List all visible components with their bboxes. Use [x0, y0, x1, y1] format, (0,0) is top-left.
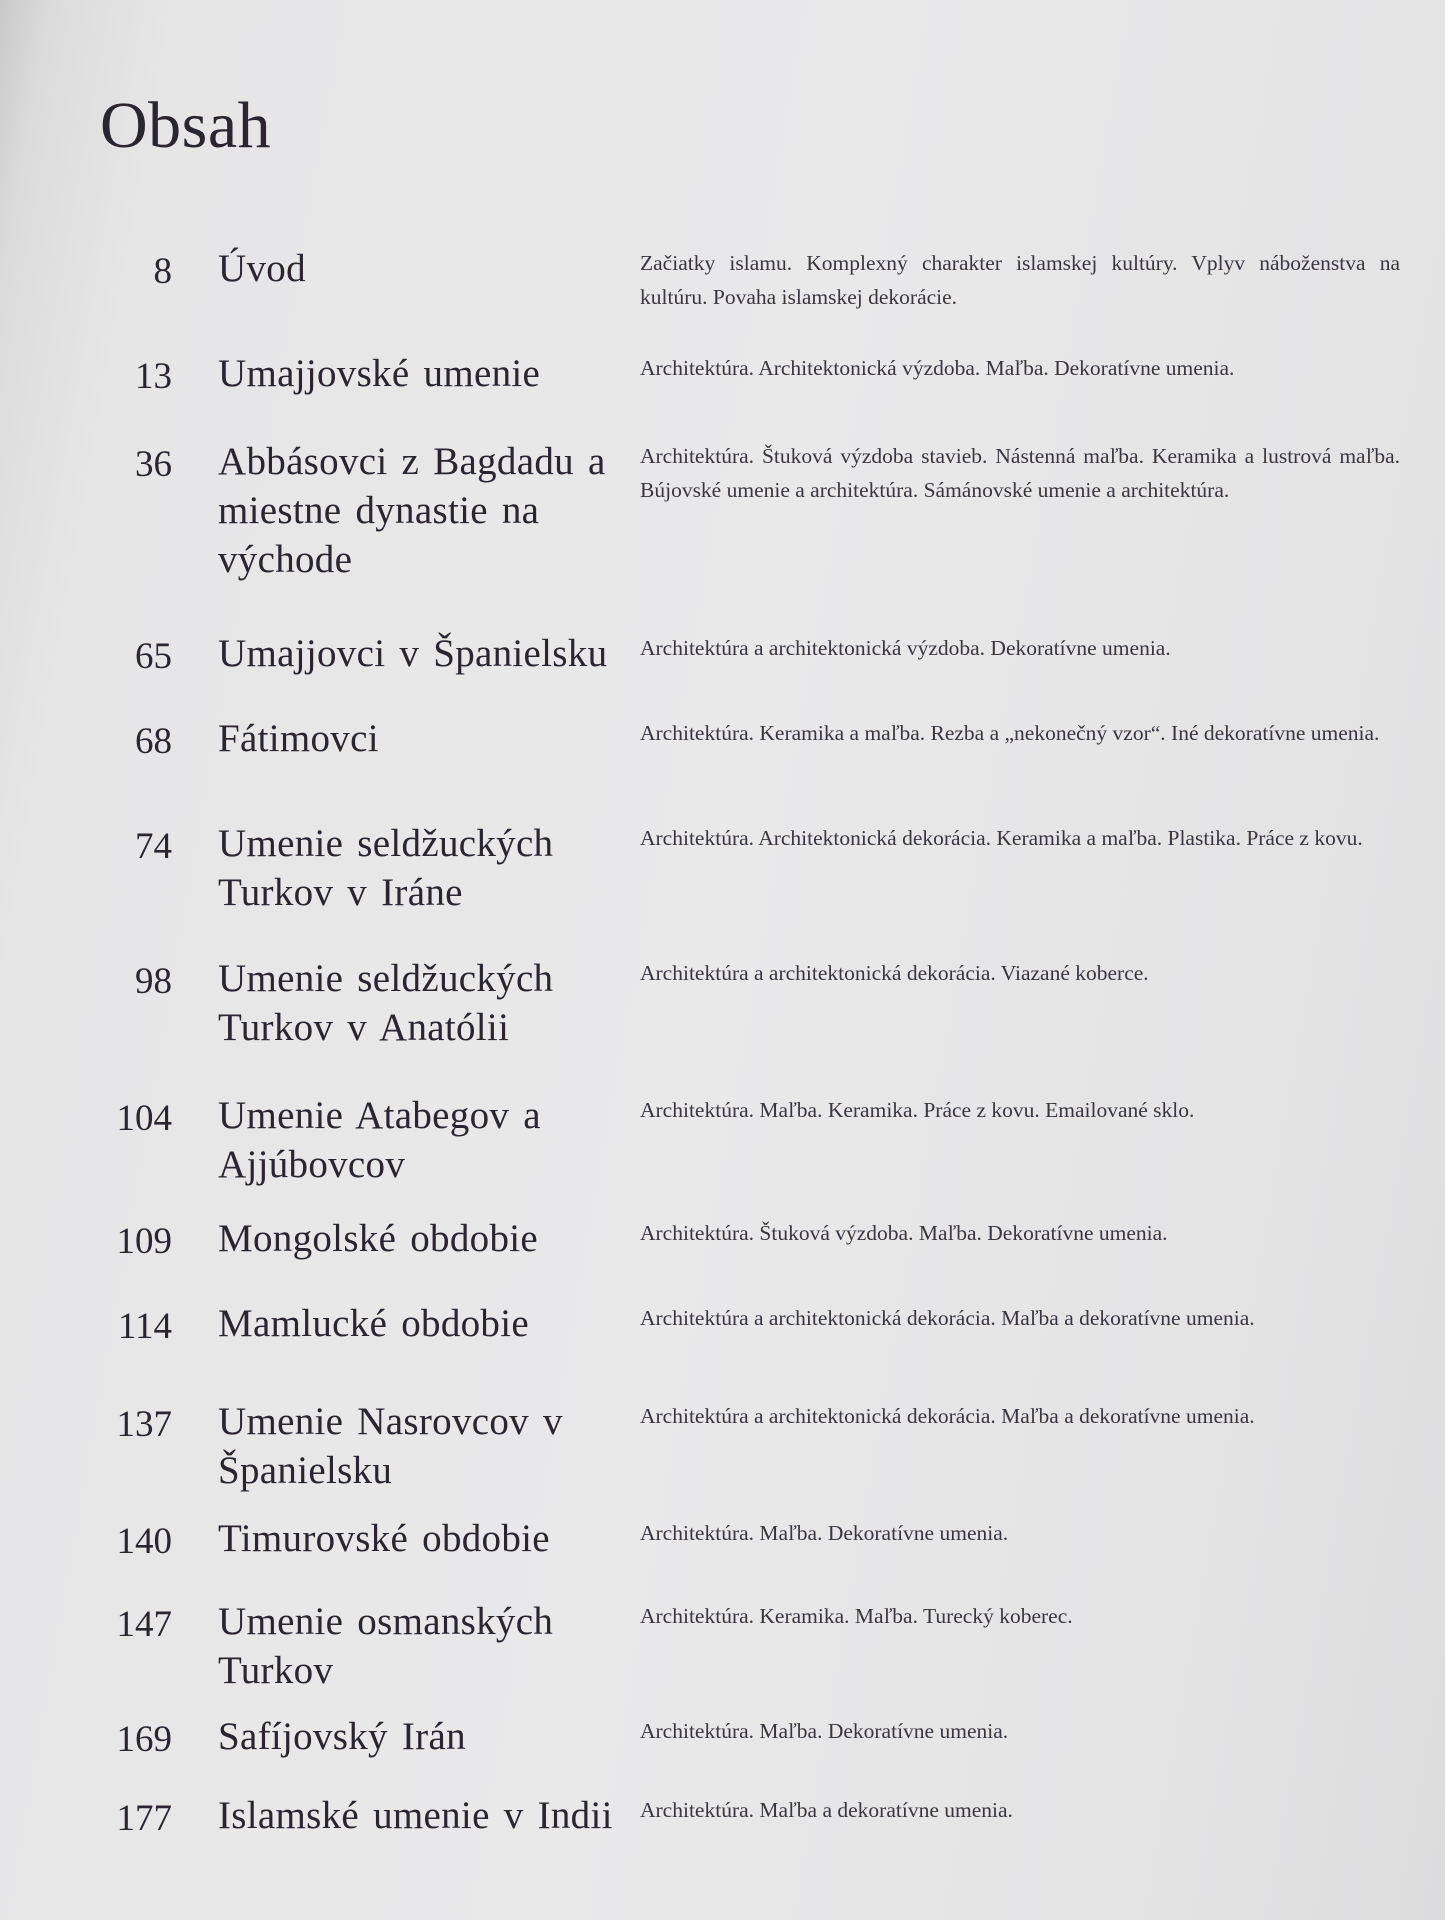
toc-chapter-title: Safíjovský Irán: [218, 1715, 466, 1758]
toc-chapter-title: Islamské umenie v Indii: [218, 1794, 613, 1837]
toc-chapter-title: Abbásovci z Bagdadu a miestne dynastie na východe: [218, 440, 606, 581]
toc-page-number: 65: [135, 636, 172, 677]
toc-chapter-title: Timurovské obdobie: [218, 1517, 550, 1560]
toc-page-number: 140: [116, 1521, 172, 1562]
toc-chapter-title: Umenie Nasrovcov v Španielsku: [218, 1400, 563, 1492]
toc-page-number: 104: [116, 1098, 172, 1139]
toc-chapter-summary: Architektúra a architektonická dekorácia. Viazané koberce.: [640, 961, 1149, 985]
toc-page-number: 109: [116, 1221, 172, 1262]
toc-chapter-summary: Architektúra. Keramika a maľba. Rezba a „nekonečný vzor“. Iné dekoratívne umenia.: [640, 721, 1380, 745]
toc-chapter-summary: Architektúra a architektonická výzdoba. Dekoratívne umenia.: [640, 636, 1171, 660]
toc-chapter-summary: Architektúra. Maľba. Dekoratívne umenia.: [640, 1521, 1009, 1545]
toc-chapter-title: Umenie osmanských Turkov: [218, 1600, 554, 1692]
toc-chapter-title: Umajjovské umenie: [218, 352, 541, 395]
toc-chapter-title: Úvod: [218, 247, 306, 290]
toc-page-number: 8: [153, 251, 172, 292]
toc-chapter-summary: Architektúra. Štuková výzdoba stavieb. Nástenná maľba. Keramika a lustrová maľba. Bújovské umenie a architektúra. Sámánovské umenie a architektúra.: [640, 444, 1400, 502]
toc-page-number: 147: [116, 1604, 172, 1645]
toc-chapter-summary: Architektúra. Maľba. Dekoratívne umenia.: [640, 1719, 1009, 1743]
toc-chapter-summary: Architektúra. Maľba a dekoratívne umenia.: [640, 1798, 1013, 1822]
toc-chapter-summary: Architektúra. Architektonická výzdoba. Maľba. Dekoratívne umenia.: [640, 356, 1235, 380]
toc-chapter-title: Mamlucké obdobie: [218, 1302, 529, 1345]
toc-page-number: 169: [116, 1719, 172, 1760]
toc-chapter-title: Fátimovci: [218, 717, 379, 760]
toc-page-number: 13: [135, 356, 172, 397]
toc-chapter-title: Umenie seldžuckých Turkov v Anatólii: [218, 957, 554, 1049]
toc-chapter-title: Mongolské obdobie: [218, 1217, 538, 1260]
toc-chapter-summary: Architektúra. Architektonická dekorácia. Keramika a maľba. Plastika. Práce z kovu.: [640, 826, 1363, 850]
toc-page-number: 74: [135, 826, 172, 867]
toc-page-number: 36: [135, 444, 172, 485]
toc-chapter-title: Umenie Atabegov a Ajjúbovcov: [218, 1094, 541, 1186]
toc-chapter-summary: Architektúra. Keramika. Maľba. Turecký koberec.: [640, 1604, 1073, 1628]
toc-page-number: 114: [117, 1306, 172, 1347]
toc-page-number: 98: [135, 961, 172, 1002]
toc-chapter-summary: Architektúra. Štuková výzdoba. Maľba. Dekoratívne umenia.: [640, 1221, 1168, 1245]
toc-chapter-summary: Začiatky islamu. Komplexný charakter islamskej kultúry. Vplyv náboženstva na kultúru. Povaha islamskej dekorácie.: [640, 251, 1400, 309]
toc-page-number: 177: [116, 1798, 172, 1839]
toc-page-number: 68: [135, 721, 172, 762]
toc-chapter-summary: Architektúra a architektonická dekorácia. Maľba a dekoratívne umenia.: [640, 1404, 1255, 1428]
toc-chapter-title: Umenie seldžuckých Turkov v Iráne: [218, 822, 554, 914]
toc-page-number: 137: [116, 1404, 172, 1445]
toc-chapter-summary: Architektúra. Maľba. Keramika. Práce z kovu. Emailované sklo.: [640, 1098, 1195, 1122]
toc-chapter-title: Umajjovci v Španielsku: [218, 632, 608, 675]
page-title: Obsah: [100, 89, 272, 162]
toc-chapter-summary: Architektúra a architektonická dekorácia. Maľba a dekoratívne umenia.: [640, 1306, 1255, 1330]
